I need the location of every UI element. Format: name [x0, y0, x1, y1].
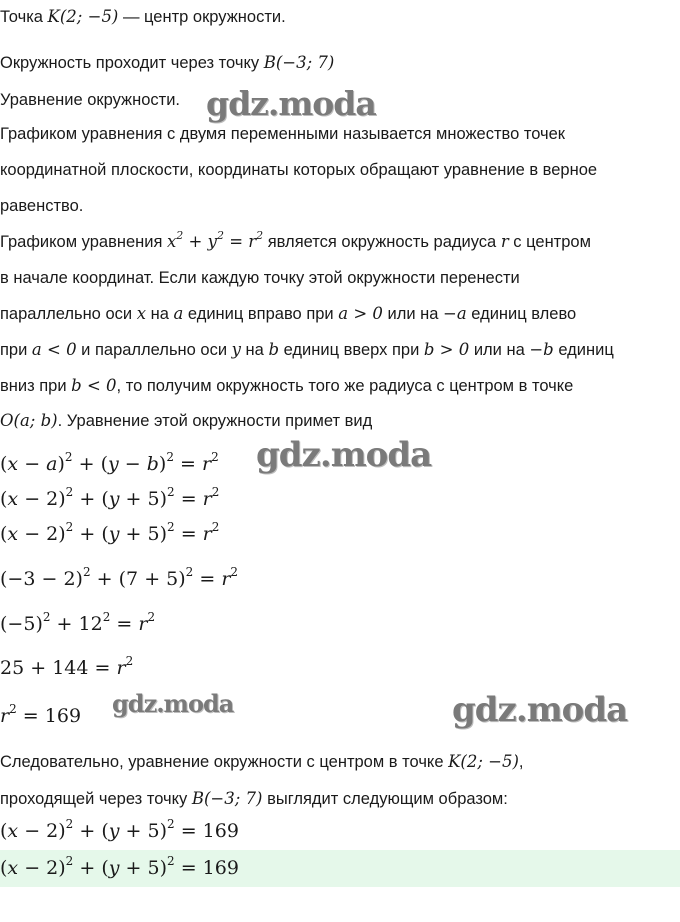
equation-substituted: $(x - 2)^2 + (y + 5)^2 = r^2$ — [0, 485, 220, 510]
answer-equation: $(x - 2)^2 + (y + 5)^2 = 169$ — [0, 854, 239, 879]
equation-sum: $25 + 144 = r^2$ — [0, 654, 134, 679]
equation-simplified: $(-5)^2 + 12^2 = r^2$ — [0, 610, 156, 635]
equation-radius-squared: $r^2 = 169$ — [0, 702, 82, 727]
watermark-logo: gdz.moda — [112, 689, 234, 718]
equation-general: $(x - a)^2 + (y - b)^2 = r^2$ — [0, 450, 219, 475]
conclusion-line: Следовательно, уравнение окружности с центром в точке K(2; −5), — [0, 752, 524, 771]
watermark-logo: gdz.moda — [256, 435, 432, 475]
paragraph-line: параллельно оси x на a единиц вправо при a > 0 или на −a единиц влево — [0, 304, 577, 323]
text-line-center: Точка K(2; −5) — центр окружности. — [0, 7, 286, 26]
watermark-logo: gdz.moda — [206, 84, 376, 123]
text-line-equation-heading: Уравнение окружности. — [0, 91, 180, 109]
paragraph-line: Графиком уравнения $x^2 + y^2 = r^2$ является окружность радиуса r с центром — [0, 229, 591, 251]
paragraph-line: равенство. — [0, 197, 84, 215]
equation-substituted-repeat: $(x - 2)^2 + (y + 5)^2 = r^2$ — [0, 520, 220, 545]
equation-final: $(x - 2)^2 + (y + 5)^2 = 169$ — [0, 817, 239, 842]
paragraph-line: при a < 0 и параллельно оси y на b единиц вверх при b > 0 или на −b единиц — [0, 340, 614, 359]
paragraph-line: O(a; b). Уравнение этой окружности примет вид — [0, 411, 373, 430]
paragraph-line: координатной плоскости, координаты которых обращают уравнение в верное — [0, 161, 598, 179]
equation-point-b: $(-3 - 2)^2 + (7 + 5)^2 = r^2$ — [0, 565, 239, 590]
paragraph-line: вниз при b < 0, то получим окружность того же радиуса с центром в точке — [0, 376, 574, 395]
paragraph-line: в начале координат. Если каждую точку этой окружности перенести — [0, 269, 520, 287]
text-line-point: Окружность проходит через точку B(−3; 7) — [0, 53, 335, 72]
paragraph-line: Графиком уравнения с двумя переменными называется множество точек — [0, 125, 566, 143]
conclusion-line: проходящей через точку B(−3; 7) выглядит следующим образом: — [0, 789, 508, 808]
watermark-logo: gdz.moda — [452, 690, 628, 730]
